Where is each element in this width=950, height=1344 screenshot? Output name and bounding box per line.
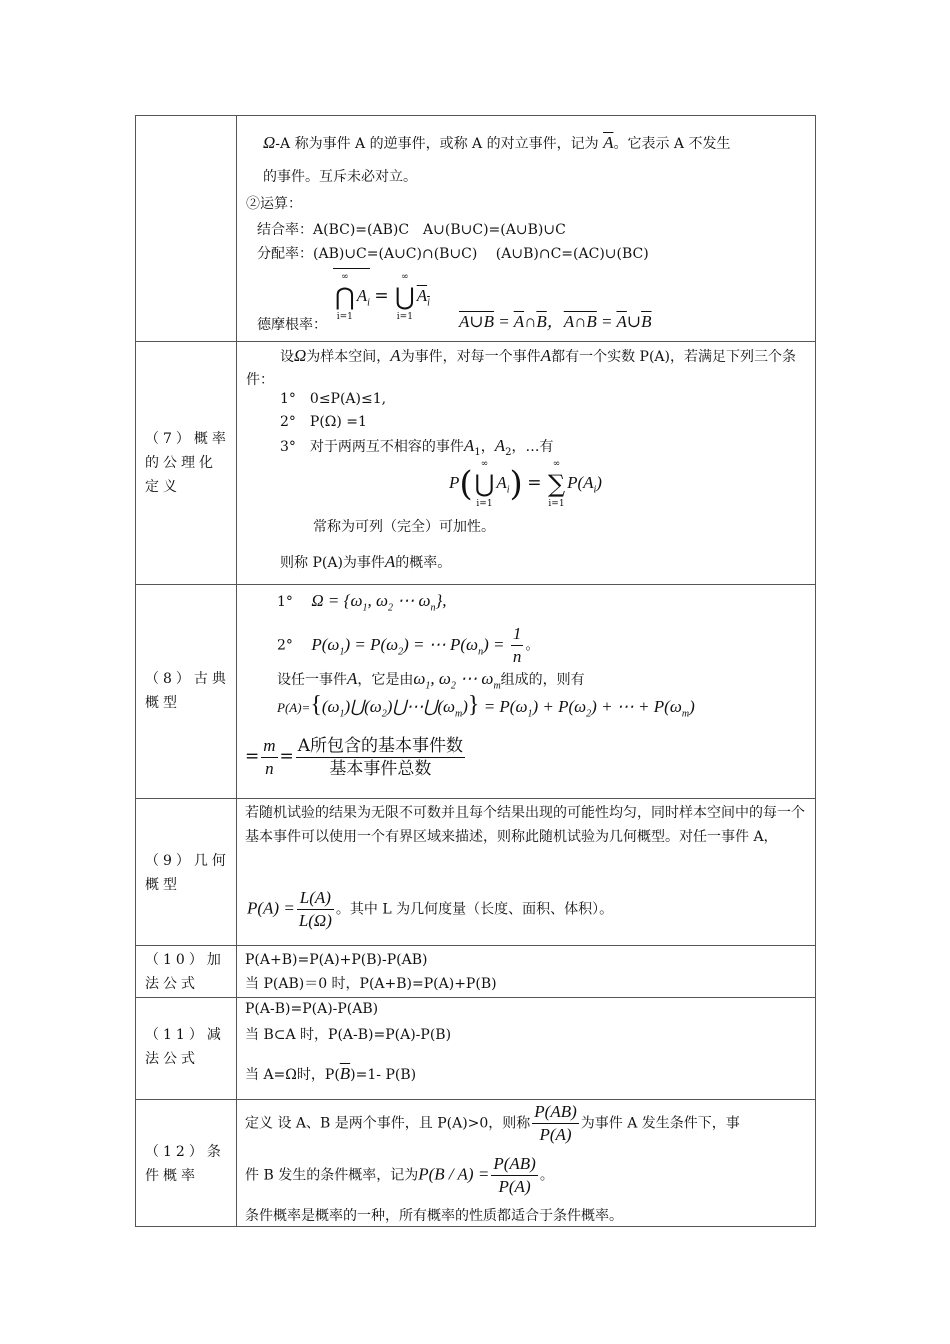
complement-line-2: 的事件。互斥未必对立。 xyxy=(263,169,417,185)
row-label: （12）条件概率 xyxy=(136,1100,237,1227)
classical-4: $P(A)=\{(\omega_1)⋃(\omega_2)⋃\cdots⋃(\omega_m)\} = P(\omega_1) + P(\omega_2)$ + ⋯ + $P(\omega_m)$ xyxy=(277,692,695,720)
row-label: （8）古典概型 xyxy=(136,585,237,799)
row-content xyxy=(237,946,816,998)
operations-heading: ②运算： xyxy=(246,196,302,212)
row-content xyxy=(237,799,816,946)
conditional-definition: 定义 设 A、B 是两个事件，且 P(A)>0，则称 $\frac{P(AB)}{P(A)}$ 为事件 A 发生条件下，事 xyxy=(245,1102,740,1144)
classical-3: 设任一事件A，它是由$\omega_1$, $\omega_2$ ⋯ $\omega_m$组成的，则有 xyxy=(277,669,585,692)
table-row xyxy=(136,342,816,585)
table-row xyxy=(136,946,816,998)
complement-line: Ω-A 称为事件 A 的逆事件，或称 A 的对立事件，记为 $\overline{A}$。它表示 A 不发生 xyxy=(263,133,731,152)
row-label: （9）几何概型 xyxy=(136,799,237,946)
a-bar-symbol: $\overline{A}$ xyxy=(603,133,614,152)
row-content xyxy=(237,585,816,799)
additivity-note: 常称为可列（完全）可加性。 xyxy=(313,519,495,535)
geometric-text: 若随机试验的结果为无限不可数并且每个结果出现的可能性均匀，同时样本空间中的每一个基本事件可以使用一个有界区域来描述，则称此随机试验为几何概型。对任一事件 A， xyxy=(245,805,805,845)
content-table xyxy=(135,115,816,1227)
demorgan-formula-2: A∪B = $\overline{A}\cap\overline{B}$，A∩B = $\overline{A}\cup\overline{B}$ xyxy=(459,312,652,331)
row-label: （11）减法公式 xyxy=(136,998,237,1100)
subtraction-subset: 当 B⊂A 时，P(A-B)=P(A)-P(B) xyxy=(245,1027,452,1043)
table-row xyxy=(136,116,816,342)
axiom-1: 1° 0≤P(A)≤1, xyxy=(280,391,387,407)
row-label: （7）概率的公理化定义 xyxy=(136,342,237,585)
addition-special: 当 P(AB)＝0 时，P(A+B)=P(A)+P(B) xyxy=(245,976,497,992)
distributive-law: 分配率：(AB)∪C=(A∪C)∩(B∪C) (A∪B)∩C=(AC)∪(BC) xyxy=(257,246,649,262)
row-content xyxy=(237,342,816,585)
table-row xyxy=(136,1100,816,1227)
omega-symbol: Ω xyxy=(263,133,276,152)
conditional-notation: 件 B 发生的条件概率，记为P(B / A) = $\frac{P(AB)}{P(A)}$ 。 xyxy=(245,1154,554,1196)
addition-formula: P(A+B)=P(A)+P(B)-P(AB) xyxy=(245,952,428,968)
table-row xyxy=(136,799,816,946)
classical-5: = $\frac{m}{n}$ = $\frac{\text{A所包含的基本事件数}}{\text{基本事件总数}}$ xyxy=(245,736,464,779)
table-row xyxy=(136,585,816,799)
row-content xyxy=(237,998,816,1100)
row-label: （10）加法公式 xyxy=(136,946,237,998)
classical-2: 2° $P(\omega_1) = P(\omega_2)$ = ⋯ $P(\omega_n)$ = $\frac{1}{n}$ 。 xyxy=(277,624,540,666)
conditional-note: 条件概率是概率的一种，所有概率的性质都适合于条件概率。 xyxy=(245,1208,623,1224)
countable-additivity-formula: P( ∞ ⋃ i=1 $A_i$) = ∞ ∑ i=1 $P(A_i)$ xyxy=(449,459,602,509)
subtraction-omega: 当 A=Ω时，$P(\overline{B})=1-$ P(B) xyxy=(245,1064,417,1083)
table-row xyxy=(136,998,816,1100)
demorgan-formula-1: ∞ ⋂ i=1 $A_i$ = ∞ ⋃ i=1 $A_i$ xyxy=(333,268,430,323)
associative-law: 结合率：A(BC)=(AB)C A∪(B∪C)=(A∪B)∪C xyxy=(257,222,566,238)
axiom-conclusion: 则称 P(A)为事件A的概率。 xyxy=(280,552,452,571)
subtraction-formula: P(A-B)=P(A)-P(AB) xyxy=(245,1001,379,1017)
axiom-intro: 设Ω为样本空间，A为事件，对每一个事件A都有一个实数 P(A)，若满足下列三个条件： xyxy=(246,346,796,388)
axiom-2: 2° P(Ω) =1 xyxy=(280,414,367,430)
classical-1: 1° $\Omega = \{\omega_1$, $\omega_2$ ⋯ $\omega_n$}, xyxy=(277,591,447,614)
axiom-3: 3° 对于两两互不相容的事件$A_1$，$A_2$，…有 xyxy=(280,436,554,458)
row-label-empty xyxy=(136,116,237,342)
geometric-formula: P(A) = $\frac{L(A)}{L(\Omega)}$ 。其中 L 为几何度量（长度、面积、体积）。 xyxy=(247,888,614,930)
row-content xyxy=(237,116,816,342)
row-content xyxy=(237,1100,816,1227)
demorgan-label: 德摩根率： xyxy=(257,317,327,333)
